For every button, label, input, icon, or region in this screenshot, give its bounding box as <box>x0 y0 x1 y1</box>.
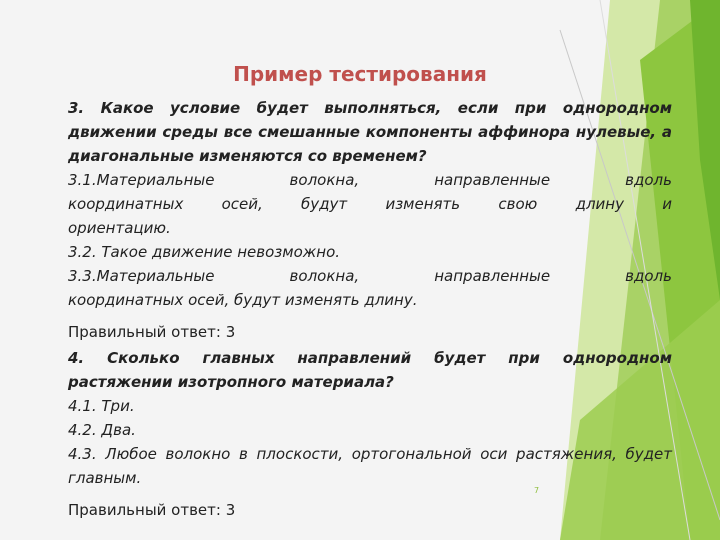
option-3-1-line-2: координатных осей, будут изменять свою длину и <box>68 195 672 213</box>
option-4-3: 4.3. Любое волокно в плоскости, ортогональной оси растяжения, будет главным. <box>68 445 672 487</box>
option-3-3-line-1: 3.3.Материальные волокна, направленные вдоль <box>68 267 672 285</box>
question-3: 3. Какое условие будет выполняться, если при однородном движении среды все смешанные компоненты аффинора нулевые, а диагональные изменяются со временем? <box>68 99 672 165</box>
answer-3: Правильный ответ: 3 <box>68 323 236 341</box>
answer-4: Правильный ответ: 3 <box>68 501 236 519</box>
question-4: 4. Сколько главных направлений будет при однородном растяжении изотропного материала? <box>68 349 672 391</box>
slide-content <box>68 96 672 524</box>
page-number: 7 <box>534 486 540 495</box>
option-4-2: 4.2. Два. <box>68 421 136 439</box>
option-4-1: 4.1. Три. <box>68 397 135 415</box>
option-3-1-line-3: ориентацию. <box>68 219 171 237</box>
slide-title: Пример тестирования <box>233 62 487 86</box>
option-3-1-line-1: 3.1.Материальные волокна, направленные вдоль <box>68 171 672 189</box>
option-3-3-line-2: координатных осей, будут изменять длину. <box>68 291 418 309</box>
option-3-2: 3.2. Такое движение невозможно. <box>68 243 341 261</box>
